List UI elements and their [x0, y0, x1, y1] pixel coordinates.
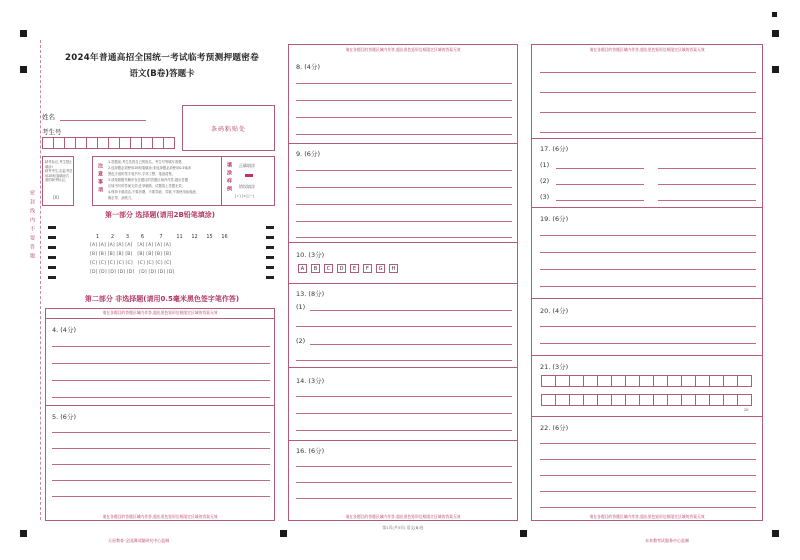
mc-number-3: 3 [125, 234, 130, 240]
id-label: 考生号 [42, 128, 62, 136]
notice-item-7: 修正带、刮纸刀。 [108, 196, 135, 200]
position-mark-bottom-right [772, 530, 779, 537]
q17-sub3: (3) [540, 193, 550, 201]
id-boxes [42, 137, 180, 149]
position-mark-top-mid [772, 12, 777, 17]
page-title: 2024年普通高招全国统一考试临考预测押题密卷 [64, 53, 260, 63]
q9-title: 9. (6分) [296, 150, 320, 158]
q4-title: 4. (4分) [52, 326, 76, 334]
correct-sample [245, 174, 253, 177]
q10-option-b[interactable]: B [311, 264, 320, 273]
col2-top-notice: 请在各题目的答题区域内作答,超出黑色矩形边框限定区域的答案无效 [345, 47, 461, 52]
q10-option-h[interactable]: H [389, 264, 398, 273]
q5-title: 5. (6分) [52, 413, 76, 421]
q21-grid[interactable] [541, 375, 757, 411]
correct-label: 正确填涂 [239, 163, 255, 168]
col3-bottom-notice: 请在各题目的答题区域内作答,超出黑色矩形边框限定区域的答案无效 [589, 514, 705, 519]
q10-option-g[interactable]: G [376, 264, 385, 273]
notice-item-6: 4.保持卡面清洁,不要折叠、不要弄破、弄皱,不准使用涂改液、 [108, 190, 199, 194]
position-mark-top-right [772, 30, 779, 37]
mc-number-7: 7 [159, 234, 163, 240]
absent-box [42, 156, 74, 206]
q8-title: 8. (4分) [296, 63, 320, 71]
mc-number-6: 6 [140, 234, 145, 240]
col2-bottom-notice: 请在各题目的答题区域内作答,超出黑色矩形边框限定区域的答案无效 [345, 514, 461, 519]
mc-number-12: 12 [191, 234, 198, 240]
q10-option-d[interactable]: D [337, 264, 346, 273]
part2-title: 第二部分 非选择题(请用0.5毫米黑色签字笔作答) [84, 295, 240, 303]
q17-title: 17. (6分) [540, 145, 569, 153]
position-mark-bottom-mid1 [280, 530, 287, 537]
q10-option-f[interactable]: F [363, 264, 372, 273]
part1-title: 第一部分 选择题(请用2B铅笔填涂) [104, 211, 216, 219]
notice-vertical-label: 注意事项 [97, 163, 103, 195]
mc-number-11: 11 [176, 234, 183, 240]
page-subtitle: 语文(B卷)答题卡 [129, 69, 195, 79]
col1-bottom-notice: 请在各题目的答题区域内作答,超出黑色矩形边框限定区域的答案无效 [102, 514, 218, 519]
mc-row-d[interactable]: [D] [D] [D] [D] [D] [D] [D] [D] [D] [90, 270, 175, 275]
q21-title: 21. (3分) [540, 363, 569, 371]
absent-text-1: 缺考标记,考生禁止填涂! [45, 160, 73, 169]
q20-title: 20. (4分) [540, 307, 569, 315]
q17-sub2: (2) [540, 177, 550, 185]
q13-title: 13. (8分) [296, 290, 325, 298]
name-label: 姓名 [42, 113, 55, 121]
barcode-area [182, 105, 275, 151]
q10-option-e[interactable]: E [350, 264, 359, 273]
wrong-sample: [✓] [×] [−] [235, 194, 255, 198]
q22-title: 22. (6分) [540, 424, 569, 432]
q10-title: 10. (3分) [296, 251, 325, 259]
mc-row-a[interactable]: [A] [A] [A] [A] [A] [A] [A] [A] [A] [90, 243, 172, 248]
q13-sub2: (2) [296, 337, 306, 345]
notice-item-3: 黑色字迹的签字笔书写,字体工整、笔迹清楚。 [108, 172, 175, 176]
col1-top-notice: 请在各题目的答题区域内作答,超出黑色矩形边框限定区域的答案无效 [102, 310, 218, 315]
q9-box[interactable] [288, 143, 518, 243]
notice-item-1: 1.答题前,考生先将自己的姓名、考生号等填写清楚。 [108, 160, 185, 164]
q16-title: 16. (6分) [296, 447, 325, 455]
q10-option-a[interactable]: A [298, 264, 307, 273]
mc-number-15: 15 [206, 234, 213, 240]
q4-box[interactable] [45, 318, 275, 406]
mc-row-c[interactable]: [C] [C] [C] [C] [C] [C] [C] [C] [C] [90, 261, 172, 266]
absent-text-2: 缺考考生,由监考员用2B铅笔填涂右 [45, 169, 73, 178]
footer-left: 天星教育·全国测试题研究中心监制 [108, 538, 170, 543]
position-mark-top-left [20, 30, 27, 37]
q13-sub1: (1) [296, 303, 306, 311]
notice-item-4: 3.请按照题号顺序在各题目的答题区域内作答,超出答题 [108, 178, 189, 182]
position-mark-bottom-left [20, 530, 27, 537]
barcode-label: 条码粘贴处 [210, 126, 246, 133]
footer-right: 未来教考试服务中心监制 [645, 538, 689, 543]
absent-mark[interactable]: [X] [53, 195, 59, 200]
notice-item-2: 2.选择题必须使用2B铅笔填涂;非选择题必须使用0.5毫米 [108, 166, 192, 170]
q14-title: 14. (3分) [296, 377, 325, 385]
position-mark-left-2 [20, 66, 27, 73]
position-mark-bottom-mid2 [520, 530, 527, 537]
position-mark-right-2 [772, 66, 779, 73]
name-line [60, 120, 146, 121]
footer-middle: 第1页(共3页) 语文(B)卷 [382, 525, 424, 530]
notice-box [92, 156, 275, 206]
example-label: 填涂样例 [226, 162, 232, 194]
mc-number-1: 1 [95, 234, 100, 240]
mc-area [46, 222, 276, 284]
wrong-label: 错误填涂 [239, 184, 255, 189]
notice-item-5: 区域书写的答案无效;在草稿纸、试题卷上答题无效。 [108, 184, 185, 188]
mc-row-b[interactable]: [B] [B] [B] [B] [B] [B] [B] [B] [B] [90, 252, 172, 257]
q21-count: 20 [744, 408, 749, 412]
absent-text-3: 面的缺考标记。 [45, 178, 69, 182]
q19-title: 19. (6分) [540, 215, 569, 223]
seal-line [40, 40, 41, 520]
side-seal-label: 密封线内不要答题 [29, 190, 35, 262]
col3-top-notice: 请在各题目的答题区域内作答,超出黑色矩形边框限定区域的答案无效 [589, 47, 705, 52]
q10-option-c[interactable]: C [324, 264, 333, 273]
mc-number-2: 2 [110, 234, 115, 240]
q17-sub1: (1) [540, 161, 550, 169]
mc-number-16: 16 [221, 234, 228, 240]
